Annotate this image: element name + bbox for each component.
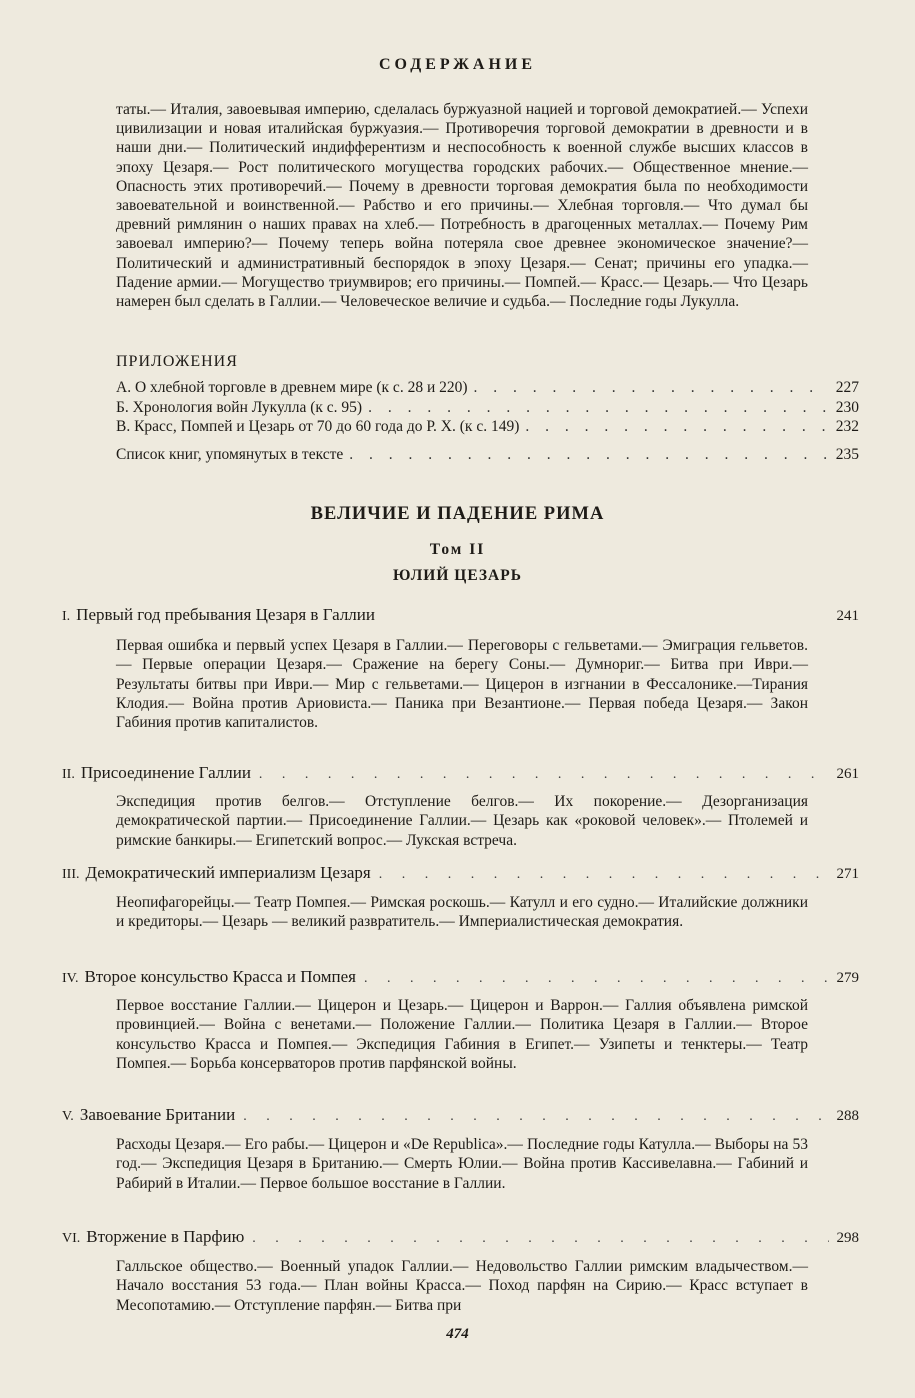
dot-leader [349, 446, 829, 464]
chapter-heading [62, 605, 859, 627]
chapter-number: V. [62, 1109, 74, 1124]
chapter-title: Демократический империализм Цезаря [85, 863, 371, 882]
volume-subtitle: ЮЛИЙ ЦЕЗАРЬ [393, 567, 522, 584]
chapter-page-number: 241 [836, 608, 859, 624]
chapter-page-number: 298 [836, 1230, 859, 1246]
books-list-page-number: 235 [835, 446, 859, 463]
appendix-label: А. О хлебной торговле в древнем мире (к с. 28 и 220) [116, 379, 468, 396]
dot-leader [243, 1109, 828, 1125]
running-header: СОДЕРЖАНИЕ [378, 56, 537, 73]
chapter-number: IV. [62, 971, 79, 986]
appendix-page-number: 227 [835, 379, 859, 396]
dot-leader [474, 379, 830, 397]
chapter-summary: Первая ошибка и первый успех Цезаря в Галлии.— Переговоры с гельветами.— Эмиграция гельветов.— Первые операции Цезаря.— Сражение на берегу Соны.— Думнориг.— Битва при Иври.— Результаты битвы при Иври.— Мир с гельветами.— Цицерон в изгнании в Фессалонике.—Тирания Клодия.— Война против Ариовиста.— Паника при Везантионе.— Первая победа Цезаря.— Закон Габиния против капиталистов. [116, 637, 808, 732]
work-title: ВЕЛИЧИЕ И ПАДЕНИЕ РИМА [310, 504, 605, 524]
chapter-title: Вторжение в Парфию [86, 1227, 245, 1246]
chapter-page-number: 261 [836, 766, 859, 782]
chapter-summary: Первое восстание Галлии.— Цицерон и Цезарь.— Цицерон и Варрон.— Галлия объявлена римской провинцией.— Война с венетами.— Положение Галлии.— Политика Цезаря в Галлии.— Второе консульство Красса и Помпея.— Экспедиция Габиния в Египет.— Узипеты и тенктеры.— Театр Помпея.— Борьба консерваторов против парфянской войны. [116, 997, 808, 1072]
dot-leader [252, 1231, 828, 1247]
chapter-page-number: 271 [836, 866, 859, 882]
chapter-heading [62, 1105, 859, 1127]
chapter-heading [62, 863, 859, 885]
dot-leader [379, 867, 829, 883]
volume-label: Том II [429, 541, 486, 558]
chapter-title: Завоевание Британии [79, 1105, 236, 1124]
chapter-title: Присоединение Галлии [80, 763, 251, 782]
chapter-heading [62, 763, 859, 785]
intro-paragraph: таты.— Италия, завоевывая империю, сделалась буржуазной нацией и торговой демократией.— Успехи цивилизации и новая италийская буржуазия.— Противоречия торговой демократии в древности и в наши дни.— Политический индифферентизм и неспособность к военной службе высших классов в эпоху Цезаря.— Рост политического могущества городских рабочих.— Общественное мнение.— Опасность этих противоречий.— Почему в древности торговая демократия была по необходимости завоевательной и воинственной.— Рабство и его причины.— Хлебная торговля.— Что думал бы древний римлянин о наших правах на хлеб.— Потребность в драгоценных металлах.— Почему Рим завоевал империю?— Почему теперь война потеряла свое древнее экономическое значение?— Политический и административный беспорядок в эпоху Цезаря.— Сенат; причины его упадка.— Падение армии.— Могущество триумвиров; его причины.— Помпей.— Красс.— Цезарь.— Что Цезарь намерен был сделать в Галлии.— Человеческое величие и судьба.— Последние годы Лукулла. [116, 101, 808, 311]
dot-leader [259, 767, 829, 783]
chapter-number: III. [62, 867, 80, 882]
chapter-heading [62, 1227, 859, 1249]
chapter-page-number: 288 [836, 1108, 859, 1124]
dot-leader [525, 418, 829, 436]
appendix-label: В. Красс, Помпей и Цезарь от 70 до 60 года до Р. Х. (к с. 149) [116, 418, 520, 435]
appendix-page-number: 230 [835, 399, 859, 416]
chapter-summary: Неопифагорейцы.— Театр Помпея.— Римская роскошь.— Катулл и его судно.— Италийские должники и кредиторы.— Цезарь — великий развратитель.— Империалистическая демократия. [116, 894, 808, 931]
appendix-label: Б. Хронология войн Лукулла (к с. 95) [116, 399, 363, 416]
chapter-number: VI. [62, 1231, 81, 1246]
chapter-page-number: 279 [836, 970, 859, 986]
chapter-summary: Галльское общество.— Военный упадок Галлии.— Недовольство Галлии римским владычеством.— Начало восстания 53 года.— План войны Красса.— Поход парфян на Сирию.— Красс вступает в Месопотамию.— Отступление парфян.— Битва при [116, 1258, 808, 1314]
dot-leader [364, 971, 829, 987]
page-number: 474 [446, 1326, 469, 1342]
chapter-summary: Экспедиция против белгов.— Отступление белгов.— Их покорение.— Дезорганизация демократической партии.— Присоединение Галлии.— Цезарь как «роковой человек».— Птолемей и римские банкиры.— Египетский вопрос.— Лукская встреча. [116, 793, 808, 849]
chapter-number: II. [62, 767, 75, 782]
appendix-page-number: 232 [835, 418, 859, 435]
appendix-entry [116, 418, 859, 438]
appendix-entry [116, 379, 859, 399]
chapter-title: Второе консульство Красса и Помпея [84, 967, 356, 986]
chapter-summary: Расходы Цезаря.— Его рабы.— Цицерон и «De Republica».— Последние годы Катулла.— Выборы на 53 год.— Экспедиция Цезаря в Британию.— Смерть Юлии.— Война против Кассивелавна.— Габиний и Рабирий в Италии.— Первое большое восстание в Галлии. [116, 1136, 808, 1192]
chapter-heading [62, 967, 859, 989]
books-list-entry [116, 446, 859, 466]
appendix-entry [116, 399, 859, 419]
chapter-title: Первый год пребывания Цезаря в Галлии [76, 605, 375, 624]
appendices-heading: ПРИЛОЖЕНИЯ [116, 353, 238, 370]
chapter-number: I. [62, 609, 71, 624]
dot-leader [368, 399, 830, 417]
books-list-label: Список книг, упомянутых в тексте [116, 446, 344, 463]
